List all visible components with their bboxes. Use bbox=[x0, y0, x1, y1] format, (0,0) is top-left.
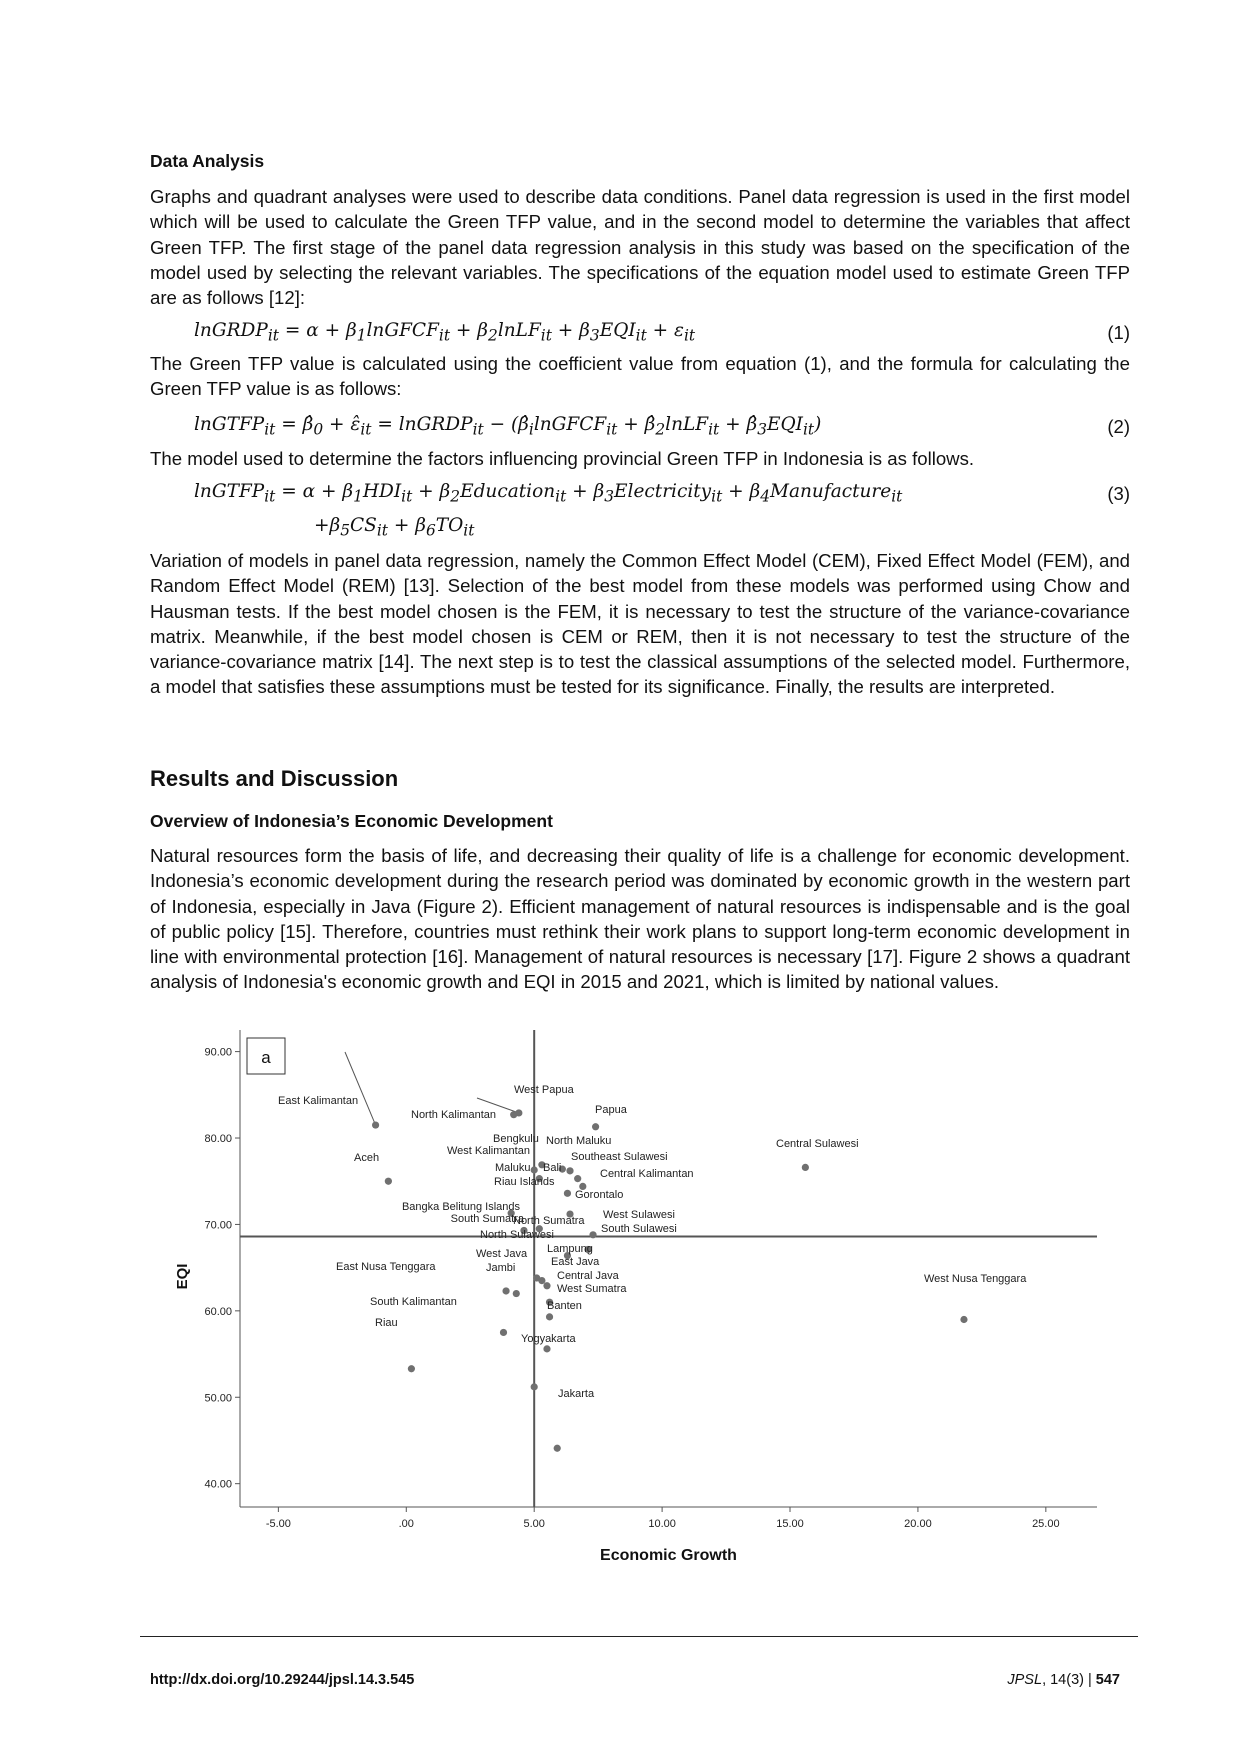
footer-page-number: 547 bbox=[1095, 1672, 1120, 1688]
x-axis-title: Economic Growth bbox=[600, 1547, 737, 1564]
data-label: Bengkulu bbox=[493, 1133, 539, 1145]
data-point bbox=[554, 1445, 561, 1452]
y-tick-label: 80.00 bbox=[204, 1133, 232, 1146]
footer-citation bbox=[1007, 1672, 1120, 1688]
data-point bbox=[543, 1282, 550, 1289]
model-variation-paragraph: Variation of models in panel data regression, namely the Common Effect Model (CEM), Fixed Effect Model (FEM), and Random Effect Model (REM) [13]. Selection of the best model from these models was performed using Chow and Hausman tests. If the best model chosen is the FEM, it is necessary to test the structure of the variance-covariance matrix. Meanwhile, if the best model chosen is CEM or REM, then it is not necessary to test the structure of the variance-covariance matrix [14]. The next step is to test the classical assumptions of the selected model. Furthermore, a model that satisfies these assumptions must be tested for its significance. Finally, the results are interpreted. bbox=[150, 550, 1130, 698]
data-label: Bali bbox=[543, 1162, 562, 1174]
data-point bbox=[513, 1290, 520, 1297]
panel-label: a bbox=[261, 1048, 271, 1067]
data-point bbox=[408, 1365, 415, 1372]
y-tick-label: 70.00 bbox=[204, 1219, 232, 1232]
data-point bbox=[502, 1287, 509, 1294]
data-label: Central Java bbox=[557, 1270, 619, 1282]
data-label: Riau bbox=[375, 1317, 398, 1329]
overview-heading: Overview of Indonesia’s Economic Development bbox=[150, 811, 553, 831]
equation-2-number: (2) bbox=[1107, 416, 1130, 437]
x-tick-label: 20.00 bbox=[904, 1518, 932, 1530]
data-analysis-paragraph: Graphs and quadrant analyses were used to describe data conditions. Panel data regression is used in the first model which will be used to calculate the Green TFP value, and in the second model to determine the variables that affect Green TFP. The first stage of the panel data regression analysis in this study was based on the specification of the model used by selecting the relevant variables. The specifications of the equation model used to estimate Green TFP are as follows [12]: bbox=[150, 186, 1130, 309]
data-label: West Sulawesi bbox=[603, 1209, 675, 1221]
equation-3-line-2: $+\beta_5CS_{it} + \beta_6TO_{it}$ bbox=[314, 515, 475, 540]
data-point bbox=[538, 1277, 545, 1284]
data-point bbox=[960, 1316, 967, 1323]
footer-doi: http://dx.doi.org/10.29244/jpsl.14.3.545 bbox=[150, 1672, 415, 1688]
data-point bbox=[802, 1164, 809, 1171]
data-label: Papua bbox=[595, 1104, 627, 1116]
data-analysis-heading: Data Analysis bbox=[150, 151, 265, 171]
data-point bbox=[500, 1329, 507, 1336]
data-label: West Nusa Tenggara bbox=[924, 1273, 1027, 1285]
leader-line-east-kalimantan bbox=[345, 1052, 376, 1125]
equation-3-number: (3) bbox=[1107, 483, 1130, 504]
data-label: Yogyakarta bbox=[521, 1333, 576, 1345]
model-factors-paragraph: The model used to determine the factors influencing provincial Green TFP in Indonesia is as follows. bbox=[150, 448, 975, 469]
data-label: Aceh bbox=[354, 1152, 380, 1164]
y-tick-label: 90.00 bbox=[204, 1046, 232, 1059]
data-point bbox=[546, 1313, 553, 1320]
data-point bbox=[515, 1109, 522, 1116]
data-point bbox=[543, 1345, 550, 1352]
footer-journal: JPSL bbox=[1007, 1672, 1043, 1688]
data-label: Central Kalimantan bbox=[600, 1168, 694, 1180]
data-label: Riau Islands bbox=[494, 1176, 555, 1188]
x-tick-label: 5.00 bbox=[523, 1518, 545, 1530]
x-tick-label: .00 bbox=[398, 1518, 414, 1530]
data-label: West Sumatra bbox=[557, 1283, 627, 1295]
data-label: Jakarta bbox=[558, 1388, 595, 1400]
data-label: West Papua bbox=[514, 1084, 574, 1096]
data-point bbox=[564, 1190, 571, 1197]
data-label: East Java bbox=[551, 1256, 600, 1268]
footer-volume-issue: , 14(3) | bbox=[1042, 1672, 1096, 1688]
y-axis-title: EQI bbox=[174, 1263, 191, 1290]
data-label: West Java bbox=[476, 1248, 528, 1260]
data-label: Lampung bbox=[547, 1243, 593, 1255]
y-tick-label: 50.00 bbox=[204, 1392, 232, 1405]
equation-2: lnGTFP$_{it}$ = $\betâ_0$ + $\varepsilon̂_{it}$ = lnGRDP$_{it}$ − ($\betâ_ilnGFCF_{it}$ + $\betâ_2lnLF_{it}$ + $\betâ_3EQI_{it}$) bbox=[194, 414, 822, 439]
equation-3-line-1: lnGTFP$_{it}$ = $\alpha + \beta_1HDI_{it}$ + $\beta_2Education_{it}$ + $\beta_3Electricity_{it}$ + $\beta_4Manufacture_{it}$ bbox=[194, 481, 903, 506]
data-label: South Kalimantan bbox=[370, 1296, 457, 1308]
data-point bbox=[531, 1166, 538, 1173]
data-label: East Nusa Tenggara bbox=[336, 1261, 436, 1273]
data-label: Maluku bbox=[495, 1162, 531, 1174]
equation-1-number: (1) bbox=[1107, 322, 1130, 343]
data-label: Jambi bbox=[486, 1262, 516, 1274]
footer-rule bbox=[140, 1636, 1138, 1637]
data-point bbox=[385, 1178, 392, 1185]
x-tick-label: -5.00 bbox=[265, 1518, 291, 1530]
data-point bbox=[531, 1383, 538, 1390]
equation-1: lnGRDP$_{it}$ = $\alpha + \beta_1lnGFCF_{it}$ + $\beta_2lnLF_{it} + \beta_3EQI_{it} + \varepsilon_{it}$ bbox=[194, 320, 696, 345]
data-label: North Sumatra bbox=[513, 1215, 585, 1227]
data-label: East Kalimantan bbox=[278, 1095, 359, 1107]
scatter-chart bbox=[150, 1030, 1110, 1565]
data-label: North Maluku bbox=[546, 1135, 612, 1147]
results-heading: Results and Discussion bbox=[150, 766, 399, 791]
data-point bbox=[589, 1231, 596, 1238]
data-label: Southeast Sulawesi bbox=[571, 1151, 668, 1163]
data-label: North Kalimantan bbox=[411, 1109, 496, 1121]
data-label: North Sulawesi bbox=[480, 1229, 554, 1241]
data-label: South Sumatra bbox=[450, 1213, 524, 1225]
data-label: Bangka Belitung Islands bbox=[401, 1201, 520, 1213]
y-tick-label: 60.00 bbox=[204, 1305, 232, 1318]
x-tick-label: 10.00 bbox=[648, 1518, 676, 1530]
data-point bbox=[566, 1167, 573, 1174]
data-label: South Sulawesi bbox=[601, 1223, 677, 1235]
data-label: West Kalimantan bbox=[447, 1145, 530, 1157]
data-point bbox=[574, 1175, 581, 1182]
data-label: Central Sulawesi bbox=[776, 1138, 859, 1150]
data-point bbox=[372, 1121, 379, 1128]
data-point bbox=[592, 1123, 599, 1130]
overview-paragraph: Natural resources form the basis of life, and decreasing their quality of life is a challenge for economic development. Indonesia’s economic development during the research period was dominated by economic growth in the western part of Indonesia, especially in Java (Figure 2). Efficient management of natural resources is indispensable and is the goal of public policy [15]. Therefore, countries must rethink their work plans to support long-term economic development in line with environmental protection [16]. Management of natural resources is necessary [17]. Figure 2 shows a quadrant analysis of Indonesia's economic growth and EQI in 2015 and 2021, which is limited by national values. bbox=[150, 845, 1130, 993]
green-tfp-paragraph: The Green TFP value is calculated using the coefficient value from equation (1), and the formula for calculating the Green TFP value is as follows: bbox=[150, 353, 1130, 400]
data-label: Banten bbox=[547, 1300, 582, 1312]
x-tick-label: 25.00 bbox=[1032, 1518, 1060, 1530]
y-tick-label: 40.00 bbox=[204, 1478, 232, 1491]
data-label: Gorontalo bbox=[575, 1189, 624, 1201]
x-tick-label: 15.00 bbox=[776, 1518, 804, 1530]
